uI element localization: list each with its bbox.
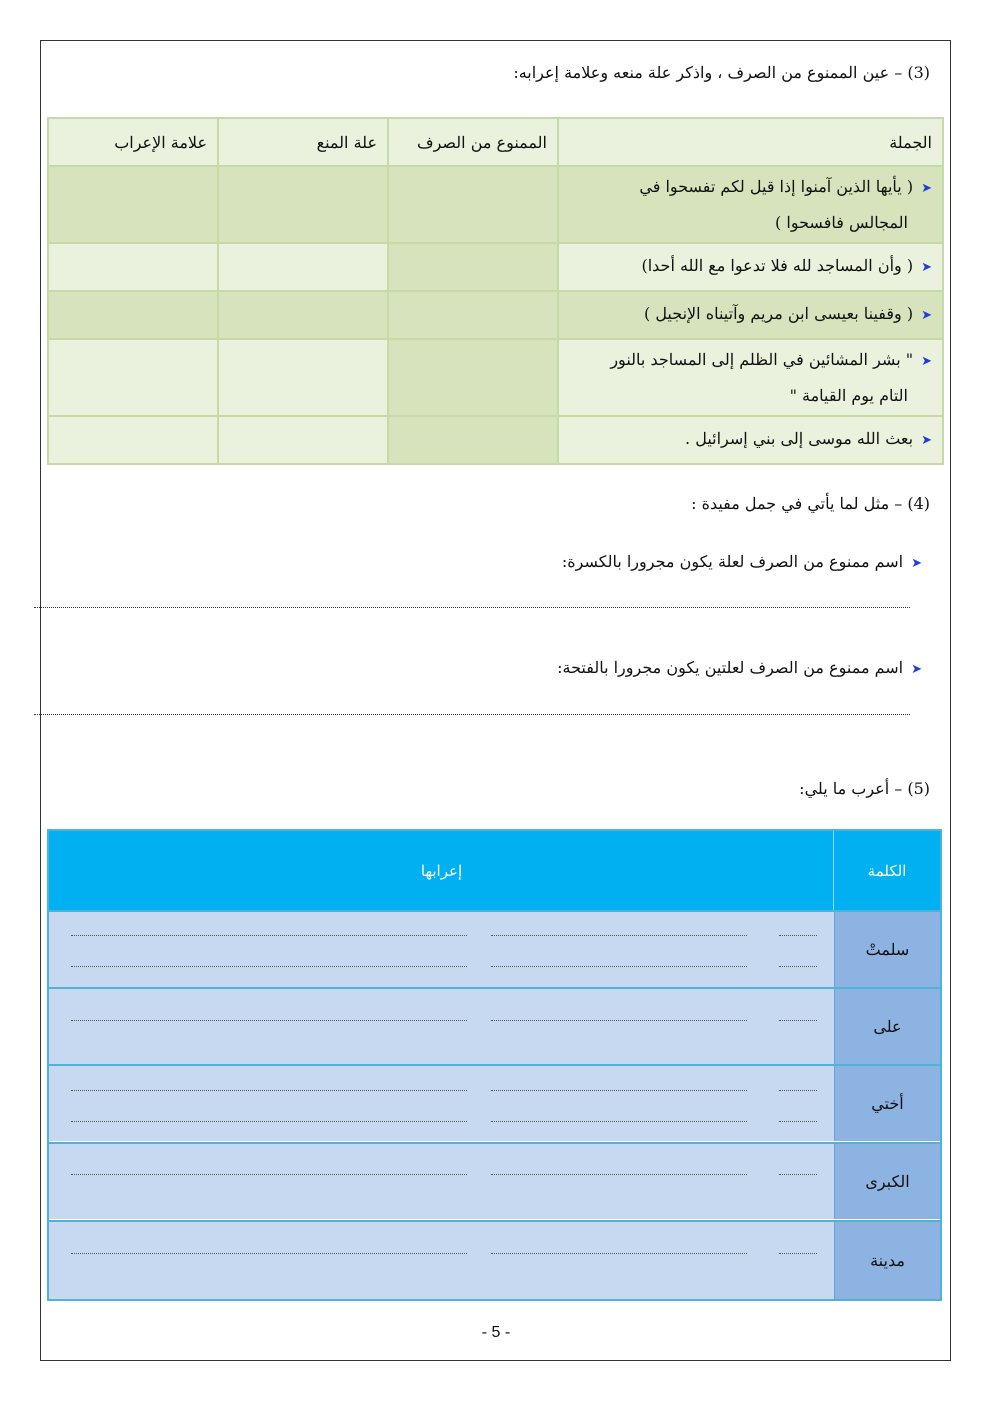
forbidden-cell[interactable] xyxy=(388,166,558,243)
table-row xyxy=(48,339,943,416)
answer-line-2[interactable] xyxy=(34,714,910,715)
reason-cell[interactable] xyxy=(218,291,388,339)
sentence-cell: ➤( وأن المساجد لله فلا تدعوا مع الله أحدا) xyxy=(558,243,943,291)
ex4-item-1: ➤اسم ممنوع من الصرف لعلة يكون مجرورا بالكسرة: xyxy=(561,552,922,571)
mark-cell[interactable] xyxy=(48,291,218,339)
forbidden-cell[interactable] xyxy=(388,416,558,464)
sentence-cell: ➤" بشر المشائين في الظلم إلى المساجد بالنور التام يوم القيامة " xyxy=(558,339,943,416)
sentence-cell: ➤( يأيها الذين آمنوا إذا قيل لكم تفسحوا في المجالس فافسحوا ) xyxy=(558,166,943,243)
reason-cell[interactable] xyxy=(218,243,388,291)
reason-cell[interactable] xyxy=(218,166,388,243)
table-row xyxy=(48,416,943,464)
mark-cell[interactable] xyxy=(48,166,218,243)
table-row xyxy=(48,166,943,243)
ex4-item-2: ➤اسم ممنوع من الصرف لعلتين يكون مجرورا بالفتحة: xyxy=(557,658,922,677)
word-cell: أختي xyxy=(834,1066,940,1141)
parse-cell[interactable] xyxy=(49,912,834,987)
header-word: الكلمة xyxy=(833,831,940,910)
forbidden-cell[interactable] xyxy=(388,243,558,291)
parse-cell[interactable] xyxy=(49,989,834,1064)
header-parse: إعرابها xyxy=(420,861,463,880)
page-number: - 5 - xyxy=(481,1324,511,1341)
ex5-title: (5) – أعرب ما يلي: xyxy=(799,779,930,798)
table-row xyxy=(48,291,943,339)
reason-cell[interactable] xyxy=(218,416,388,464)
parse-cell[interactable] xyxy=(49,1144,834,1219)
answer-line-1[interactable] xyxy=(34,607,910,608)
table-row xyxy=(49,1064,940,1141)
reason-cell[interactable] xyxy=(218,339,388,416)
mark-cell[interactable] xyxy=(48,339,218,416)
table-row xyxy=(49,987,940,1064)
arrow-bullet-icon: ➤ xyxy=(911,662,922,677)
parse-cell[interactable] xyxy=(49,1066,834,1141)
header-reason: علة المنع xyxy=(218,118,388,166)
arrow-bullet-icon: ➤ xyxy=(921,353,932,369)
sentence-cell: ➤بعث الله موسى إلى بني إسرائيل . xyxy=(558,416,943,464)
arrow-bullet-icon: ➤ xyxy=(921,308,932,323)
table-row xyxy=(49,1142,940,1219)
arrow-bullet-icon: ➤ xyxy=(921,260,932,275)
forbidden-cell[interactable] xyxy=(388,339,558,416)
arrow-bullet-icon: ➤ xyxy=(921,180,932,196)
mark-cell[interactable] xyxy=(48,243,218,291)
word-cell: على xyxy=(834,989,940,1064)
header-sentence: الجملة xyxy=(558,118,943,166)
word-cell: الكبرى xyxy=(834,1144,940,1219)
sentence-cell: ➤( وقفينا بعيسى ابن مريم وآتيناه الإنجيل ) xyxy=(558,291,943,339)
header-mark: علامة الإعراب xyxy=(48,118,218,166)
forbidden-cell[interactable] xyxy=(388,291,558,339)
word-cell: مدينة xyxy=(834,1222,940,1299)
table-row xyxy=(49,1220,940,1299)
header-forbidden: الممنوع من الصرف xyxy=(388,118,558,166)
parse-cell[interactable] xyxy=(49,1222,834,1299)
table-row xyxy=(48,243,943,291)
arrow-bullet-icon: ➤ xyxy=(911,556,922,571)
ex3-title: (3) – عين الممنوع من الصرف ، واذكر علة منعه وعلامة إعرابه: xyxy=(513,63,930,82)
ex5-table-header xyxy=(49,831,940,910)
word-cell: سلمتْ xyxy=(834,912,940,987)
mark-cell[interactable] xyxy=(48,416,218,464)
ex3-table xyxy=(47,117,944,465)
arrow-bullet-icon: ➤ xyxy=(921,433,932,448)
ex4-title: (4) – مثل لما يأتي في جمل مفيدة : xyxy=(691,494,930,513)
table-row xyxy=(49,910,940,987)
ex5-table xyxy=(47,829,942,1301)
